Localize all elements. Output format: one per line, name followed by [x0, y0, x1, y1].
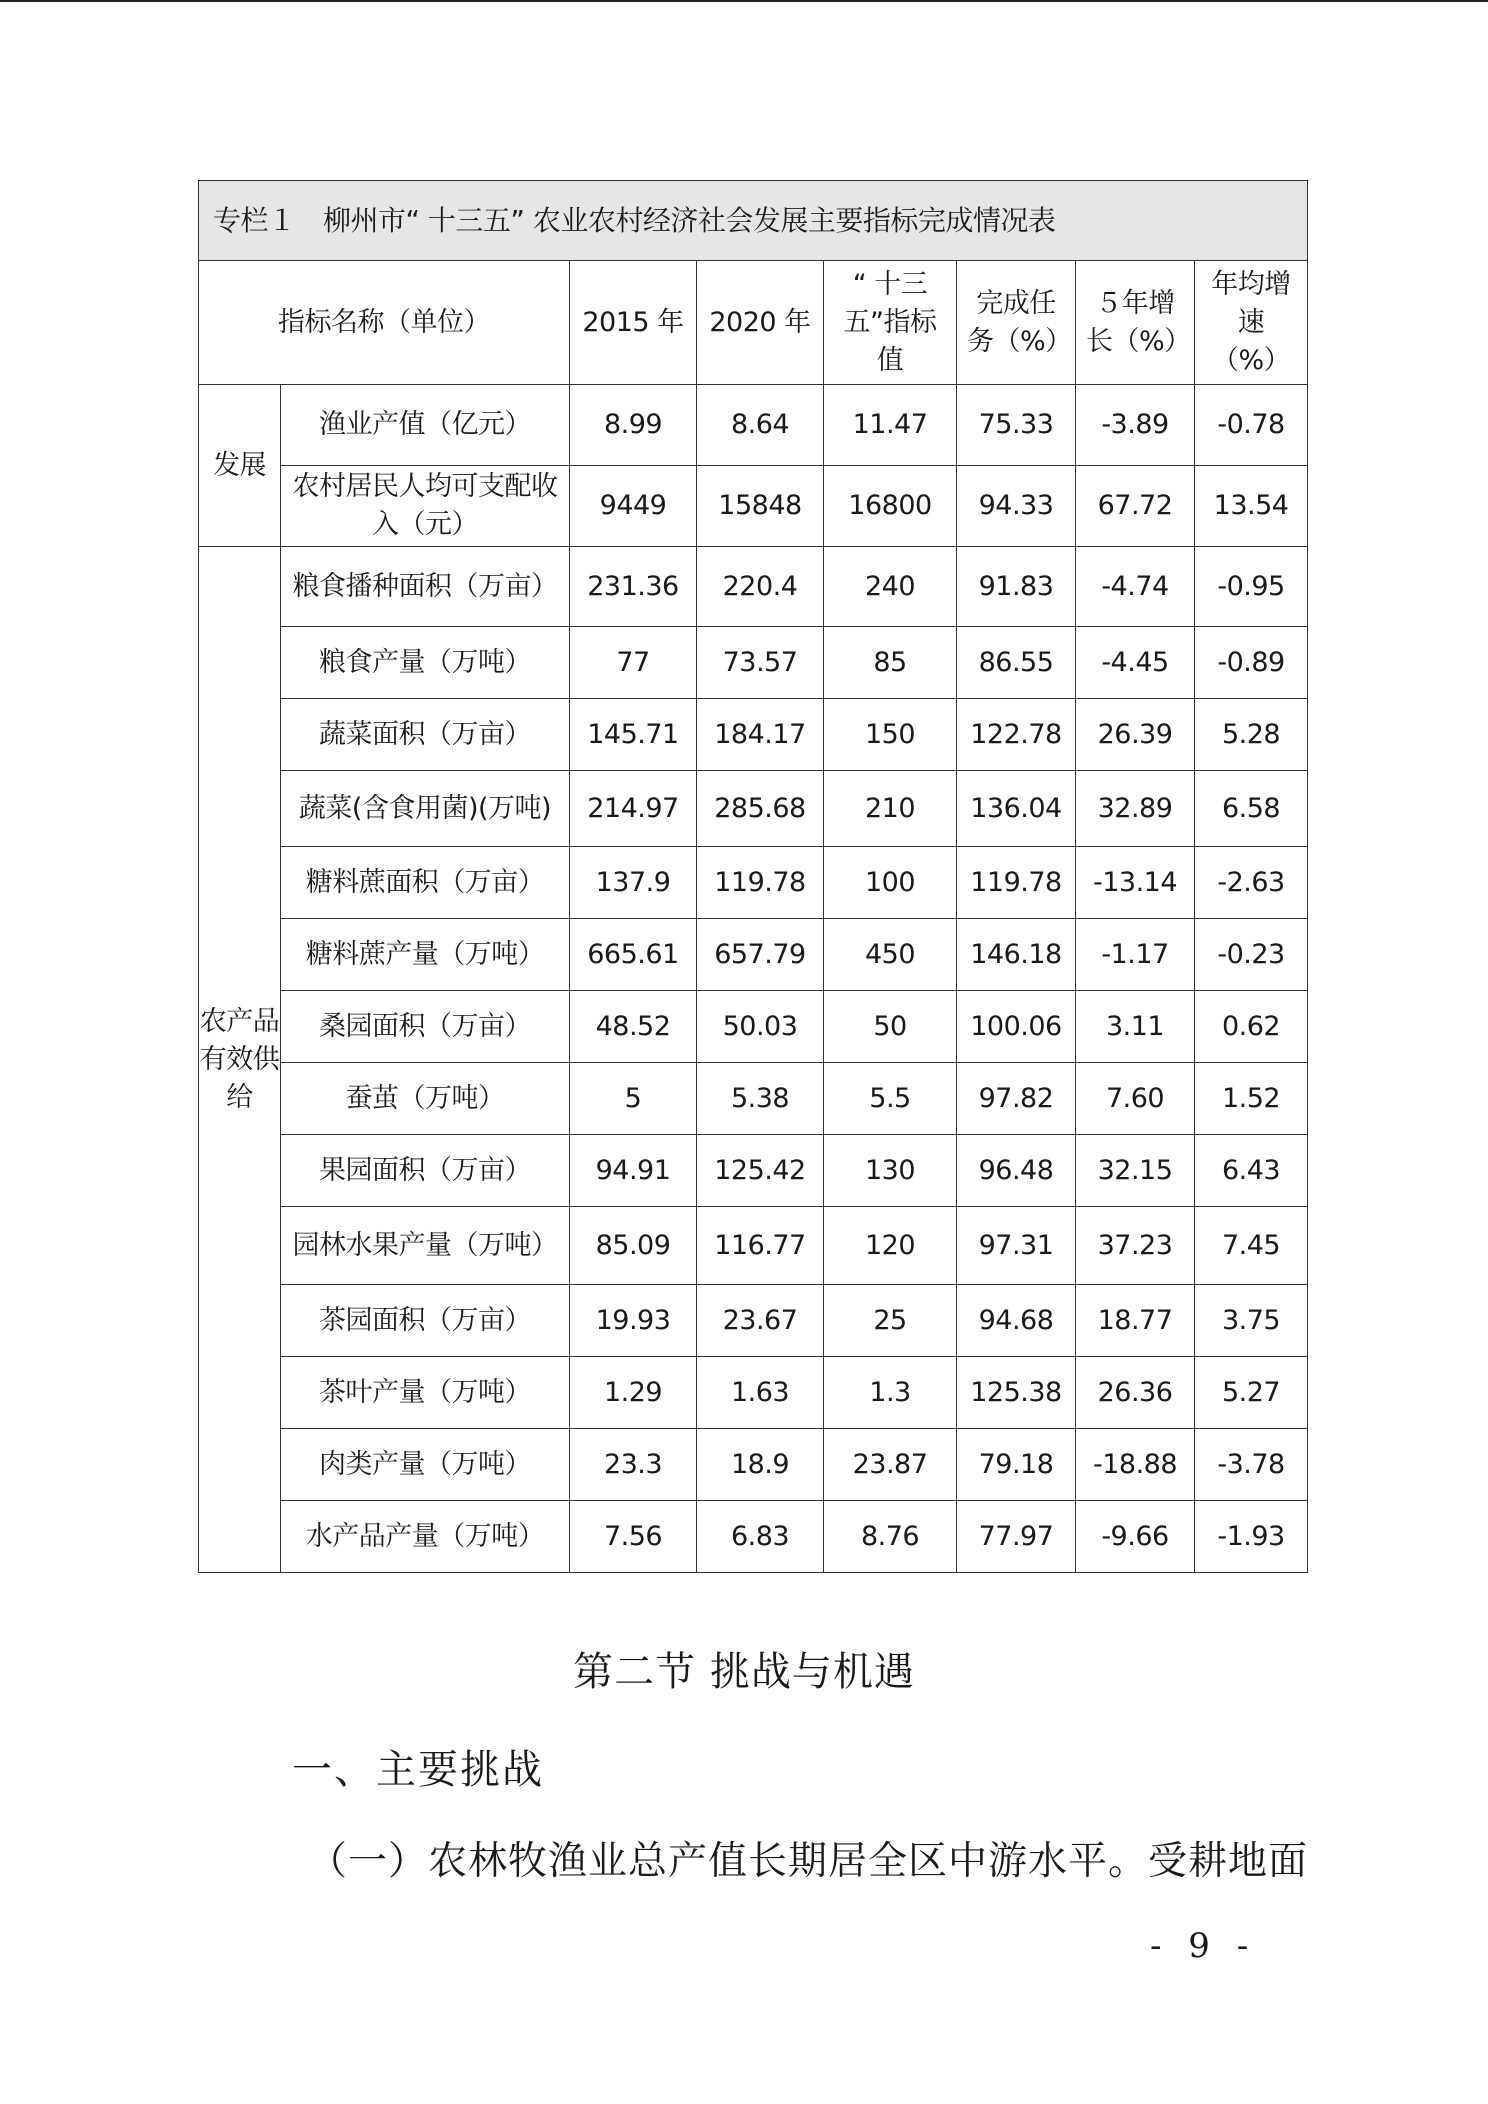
header-indicator-name: 指标名称（单位） — [199, 261, 570, 385]
cell-annual: -1.93 — [1195, 1501, 1308, 1573]
cell-y2015: 231.36 — [570, 547, 697, 627]
cell-y2020: 184.17 — [697, 699, 824, 771]
table-row — [199, 1135, 1308, 1207]
cell-y2015: 665.61 — [570, 919, 697, 991]
cell-target: 100 — [824, 847, 957, 919]
cell-growth5: -13.14 — [1076, 847, 1195, 919]
cell-growth5: 32.89 — [1076, 771, 1195, 847]
table-row — [199, 1357, 1308, 1429]
cell-target: 8.76 — [824, 1501, 957, 1573]
cell-growth5: 67.72 — [1076, 466, 1195, 547]
cell-y2015: 145.71 — [570, 699, 697, 771]
indicator-name: 园林水果产量（万吨） — [281, 1207, 570, 1285]
table-row — [199, 1429, 1308, 1501]
cell-completion: 79.18 — [957, 1429, 1076, 1501]
cell-y2020: 18.9 — [697, 1429, 824, 1501]
cell-y2015: 77 — [570, 627, 697, 699]
header-growth-5yr: ５年增长（%） — [1076, 261, 1195, 385]
cell-growth5: -1.17 — [1076, 919, 1195, 991]
cell-completion: 100.06 — [957, 991, 1076, 1063]
cell-target: 120 — [824, 1207, 957, 1285]
indicator-name: 糖料蔗产量（万吨） — [281, 919, 570, 991]
page-number: - 9 - — [1150, 1926, 1257, 1966]
cell-target: 130 — [824, 1135, 957, 1207]
cell-growth5: 26.36 — [1076, 1357, 1195, 1429]
cell-target: 11.47 — [824, 385, 957, 466]
cell-y2020: 1.63 — [697, 1357, 824, 1429]
cell-target: 1.3 — [824, 1357, 957, 1429]
indicator-name: 肉类产量（万吨） — [281, 1429, 570, 1501]
cell-annual: 1.52 — [1195, 1063, 1308, 1135]
cell-y2015: 19.93 — [570, 1285, 697, 1357]
header-target: “ 十三五”指标值 — [824, 261, 957, 385]
cell-target: 150 — [824, 699, 957, 771]
cell-growth5: -18.88 — [1076, 1429, 1195, 1501]
cell-y2020: 6.83 — [697, 1501, 824, 1573]
header-2015: 2015 年 — [570, 261, 697, 385]
cell-y2020: 657.79 — [697, 919, 824, 991]
cell-y2020: 125.42 — [697, 1135, 824, 1207]
table-row — [199, 385, 1308, 466]
cell-y2015: 48.52 — [570, 991, 697, 1063]
indicator-name: 糖料蔗面积（万亩） — [281, 847, 570, 919]
cell-completion: 75.33 — [957, 385, 1076, 466]
cell-annual: 3.75 — [1195, 1285, 1308, 1357]
cell-completion: 94.33 — [957, 466, 1076, 547]
cell-annual: -0.89 — [1195, 627, 1308, 699]
indicator-name: 茶叶产量（万吨） — [281, 1357, 570, 1429]
heading-main-challenges: 一、主要挑战 — [292, 1747, 544, 1793]
indicator-name: 粮食播种面积（万亩） — [281, 547, 570, 627]
cell-growth5: 32.15 — [1076, 1135, 1195, 1207]
indicator-name: 茶园面积（万亩） — [281, 1285, 570, 1357]
cell-annual: 13.54 — [1195, 466, 1308, 547]
table-row — [199, 1285, 1308, 1357]
cell-annual: -0.95 — [1195, 547, 1308, 627]
cell-annual: 5.28 — [1195, 699, 1308, 771]
page-top-rule — [0, 0, 1488, 2]
cell-annual: -2.63 — [1195, 847, 1308, 919]
cell-y2015: 8.99 — [570, 385, 697, 466]
cell-annual: 6.43 — [1195, 1135, 1308, 1207]
cell-y2020: 285.68 — [697, 771, 824, 847]
cell-y2015: 23.3 — [570, 1429, 697, 1501]
cell-y2020: 73.57 — [697, 627, 824, 699]
cell-completion: 146.18 — [957, 919, 1076, 991]
cell-y2020: 23.67 — [697, 1285, 824, 1357]
cell-annual: -0.78 — [1195, 385, 1308, 466]
cell-y2020: 119.78 — [697, 847, 824, 919]
cell-annual: 7.45 — [1195, 1207, 1308, 1285]
cell-y2015: 214.97 — [570, 771, 697, 847]
cell-completion: 122.78 — [957, 699, 1076, 771]
cell-y2015: 94.91 — [570, 1135, 697, 1207]
table-header-row — [199, 261, 1308, 385]
indicator-name: 蔬菜面积（万亩） — [281, 699, 570, 771]
group-label: 发展 — [199, 385, 281, 547]
indicators-table — [198, 180, 1308, 1573]
cell-target: 25 — [824, 1285, 957, 1357]
table-title-row — [199, 181, 1308, 261]
cell-completion: 136.04 — [957, 771, 1076, 847]
cell-annual: -3.78 — [1195, 1429, 1308, 1501]
cell-growth5: -4.74 — [1076, 547, 1195, 627]
indicator-name: 蔬菜(含食用菌)(万吨) — [281, 771, 570, 847]
cell-target: 5.5 — [824, 1063, 957, 1135]
cell-target: 85 — [824, 627, 957, 699]
indicator-name: 桑园面积（万亩） — [281, 991, 570, 1063]
cell-target: 23.87 — [824, 1429, 957, 1501]
header-completion: 完成任务（%） — [957, 261, 1076, 385]
table-row — [199, 547, 1308, 627]
cell-completion: 77.97 — [957, 1501, 1076, 1573]
cell-annual: 6.58 — [1195, 771, 1308, 847]
cell-growth5: -4.45 — [1076, 627, 1195, 699]
cell-annual: 5.27 — [1195, 1357, 1308, 1429]
cell-completion: 86.55 — [957, 627, 1076, 699]
indicator-name: 水产品产量（万吨） — [281, 1501, 570, 1573]
body-paragraph: （一）农林牧渔业总产值长期居全区中游水平。受耕地面 — [308, 1839, 1309, 1884]
table-row — [199, 1501, 1308, 1573]
cell-y2015: 1.29 — [570, 1357, 697, 1429]
section-title: 第二节 挑战与机遇 — [573, 1649, 915, 1695]
table-row — [199, 627, 1308, 699]
cell-target: 210 — [824, 771, 957, 847]
cell-y2015: 7.56 — [570, 1501, 697, 1573]
cell-y2015: 85.09 — [570, 1207, 697, 1285]
cell-completion: 97.31 — [957, 1207, 1076, 1285]
table-row — [199, 1063, 1308, 1135]
header-annual-growth: 年均增速（%） — [1195, 261, 1308, 385]
indicator-name: 农村居民人均可支配收入（元） — [281, 466, 570, 547]
cell-completion: 96.48 — [957, 1135, 1076, 1207]
cell-y2015: 5 — [570, 1063, 697, 1135]
table-row — [199, 919, 1308, 991]
table-row — [199, 699, 1308, 771]
cell-growth5: 18.77 — [1076, 1285, 1195, 1357]
group-label: 农产品有效供给 — [199, 547, 281, 1573]
table-row — [199, 1207, 1308, 1285]
cell-annual: 0.62 — [1195, 991, 1308, 1063]
indicator-name: 粮食产量（万吨） — [281, 627, 570, 699]
cell-y2020: 116.77 — [697, 1207, 824, 1285]
table-row — [199, 771, 1308, 847]
indicator-name: 果园面积（万亩） — [281, 1135, 570, 1207]
cell-growth5: 37.23 — [1076, 1207, 1195, 1285]
cell-growth5: 3.11 — [1076, 991, 1195, 1063]
table-row — [199, 466, 1308, 547]
cell-y2015: 9449 — [570, 466, 697, 547]
cell-growth5: -9.66 — [1076, 1501, 1195, 1573]
cell-completion: 94.68 — [957, 1285, 1076, 1357]
cell-target: 240 — [824, 547, 957, 627]
cell-completion: 91.83 — [957, 547, 1076, 627]
table-row — [199, 991, 1308, 1063]
cell-y2020: 8.64 — [697, 385, 824, 466]
header-2020: 2020 年 — [697, 261, 824, 385]
cell-y2020: 50.03 — [697, 991, 824, 1063]
cell-y2020: 220.4 — [697, 547, 824, 627]
table-title: 专栏１ 柳州市“ 十三五” 农业农村经济社会发展主要指标完成情况表 — [199, 181, 1308, 261]
indicator-name: 渔业产值（亿元） — [281, 385, 570, 466]
cell-annual: -0.23 — [1195, 919, 1308, 991]
table-body — [199, 181, 1308, 1573]
indicator-name: 蚕茧（万吨） — [281, 1063, 570, 1135]
table-row — [199, 847, 1308, 919]
cell-y2020: 5.38 — [697, 1063, 824, 1135]
cell-target: 450 — [824, 919, 957, 991]
cell-target: 50 — [824, 991, 957, 1063]
cell-y2020: 15848 — [697, 466, 824, 547]
cell-completion: 97.82 — [957, 1063, 1076, 1135]
cell-y2015: 137.9 — [570, 847, 697, 919]
cell-growth5: 26.39 — [1076, 699, 1195, 771]
cell-growth5: -3.89 — [1076, 385, 1195, 466]
cell-completion: 125.38 — [957, 1357, 1076, 1429]
cell-growth5: 7.60 — [1076, 1063, 1195, 1135]
cell-completion: 119.78 — [957, 847, 1076, 919]
cell-target: 16800 — [824, 466, 957, 547]
